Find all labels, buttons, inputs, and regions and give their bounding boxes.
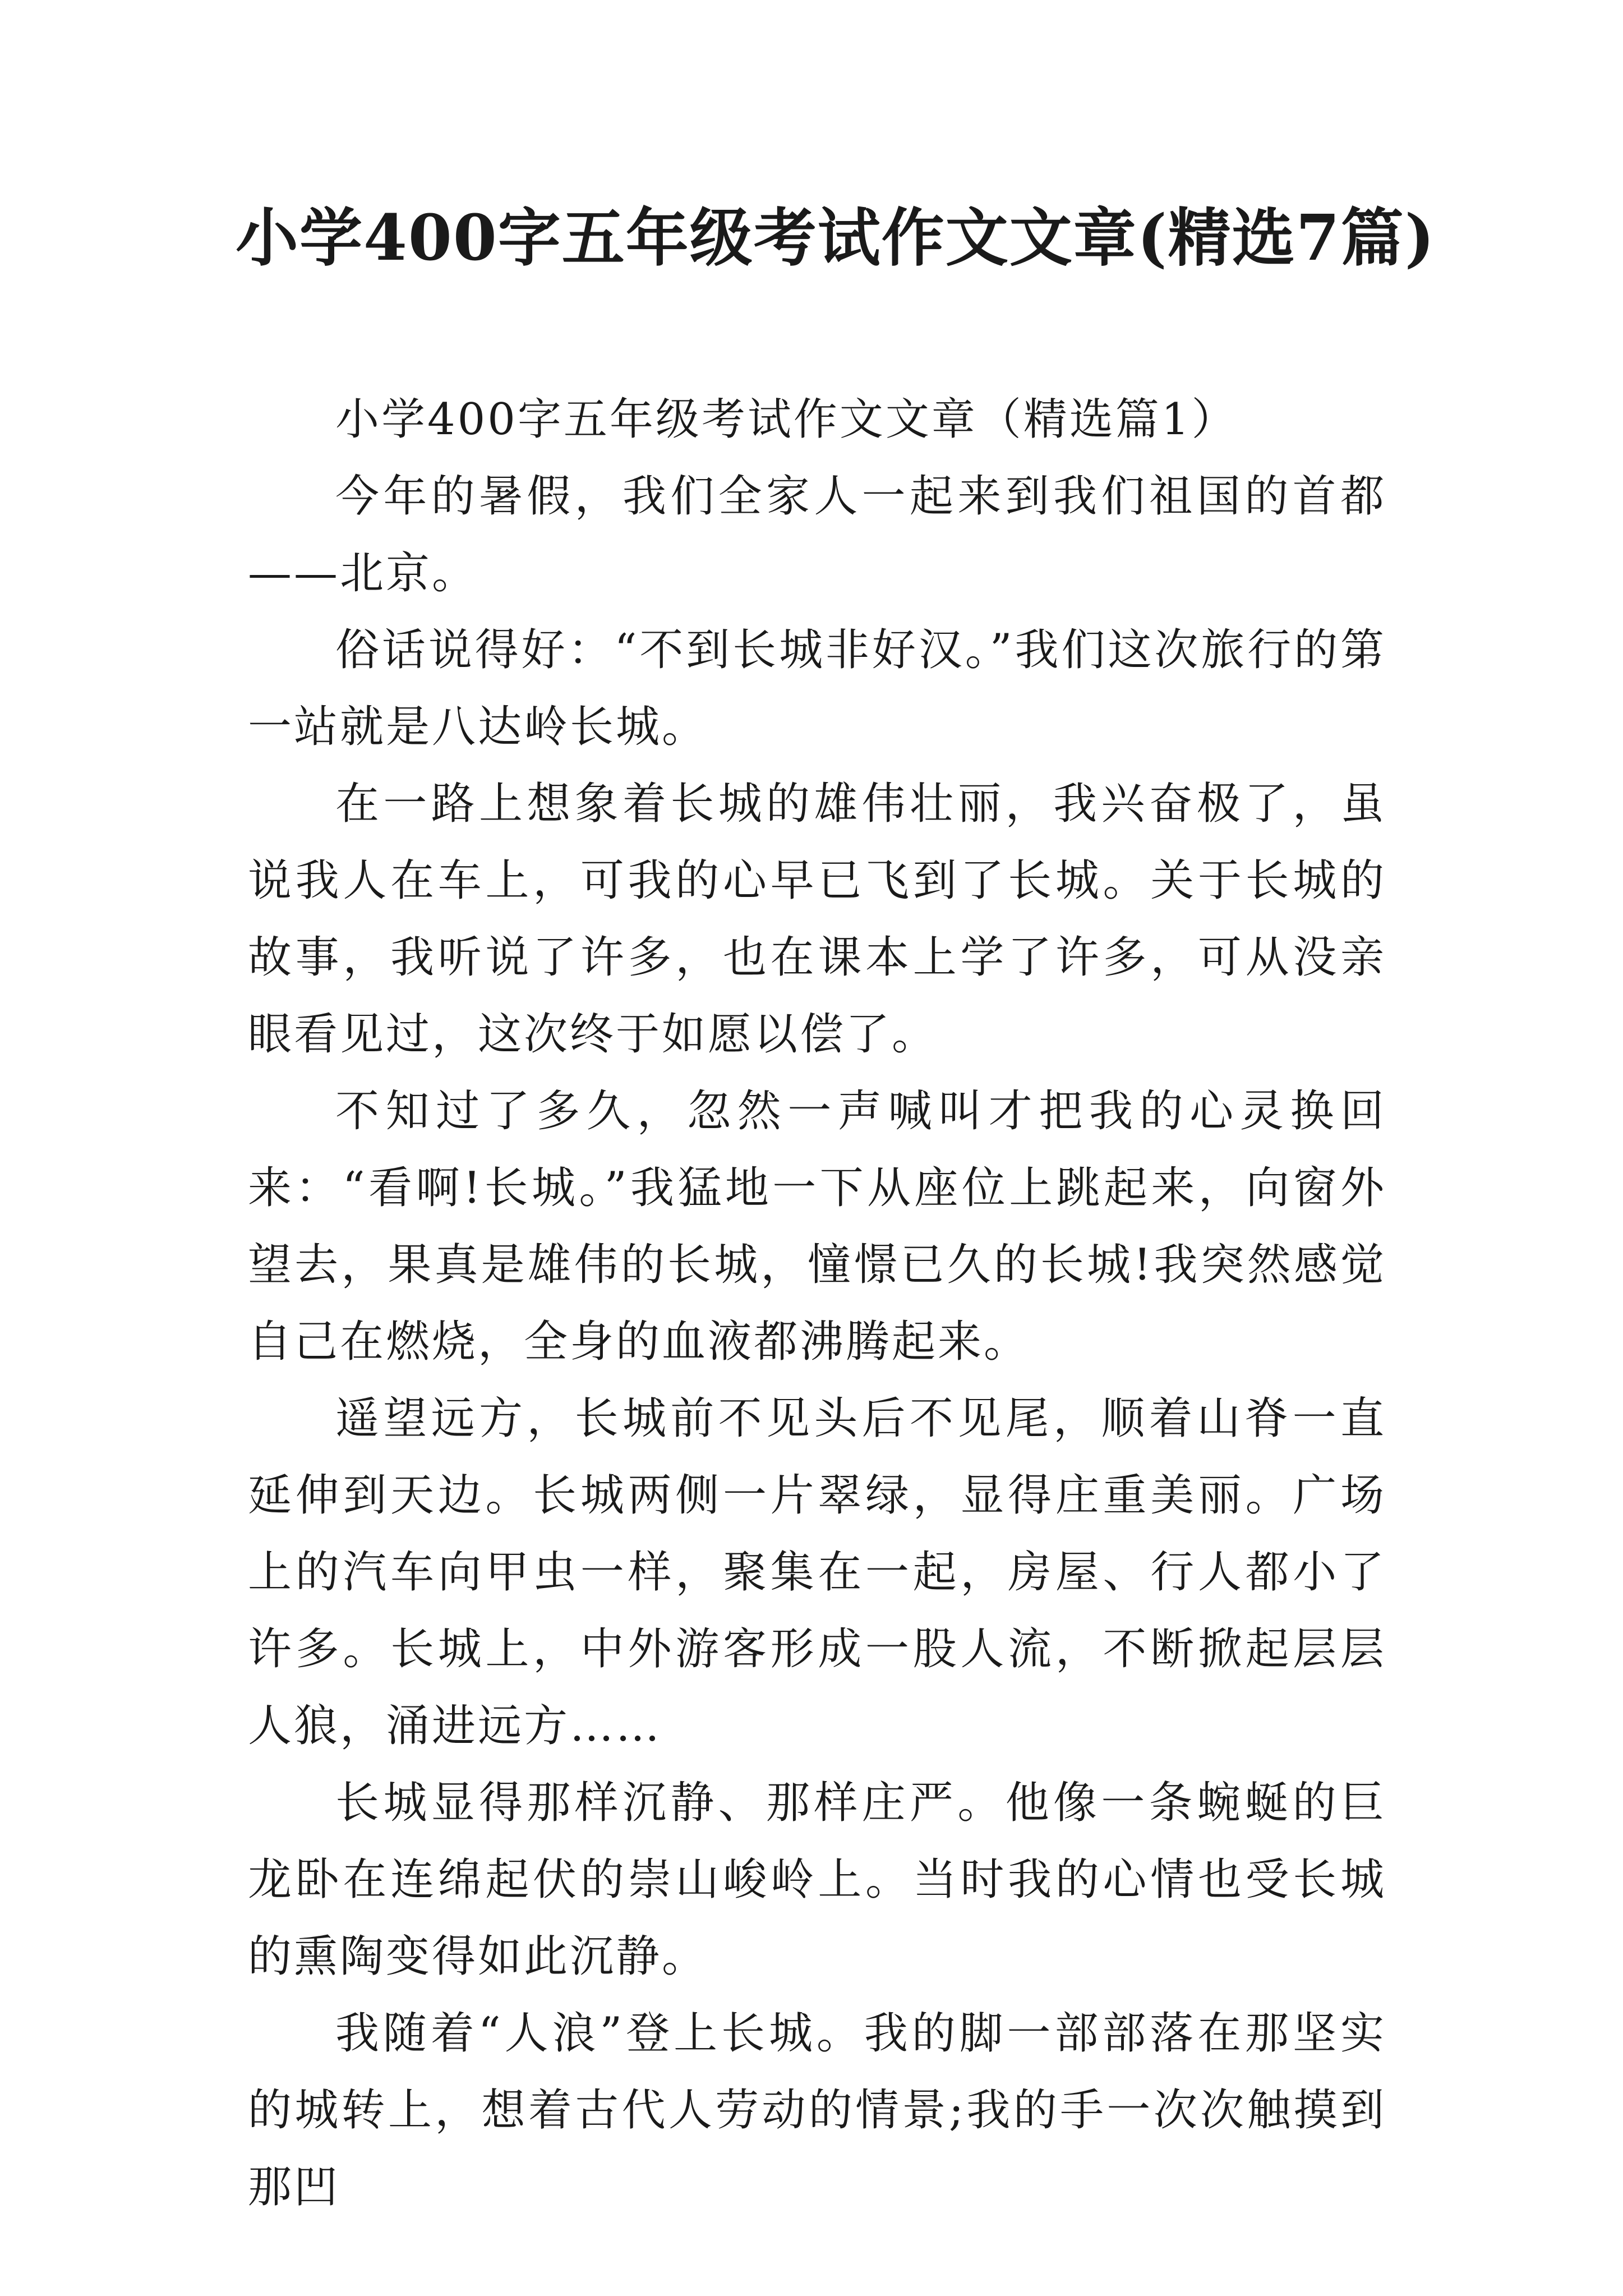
body-paragraph: 长城显得那样沉静、那样庄严。他像一条蜿蜒的巨龙卧在连绵起伏的崇山峻岭上。当时我的心情也受长城的熏陶变得如此沉静。 xyxy=(248,1778,1386,1982)
body-paragraph: 在一路上想象着长城的雄伟壮丽，我兴奋极了，虽说我人在车上，可我的心早已飞到了长城。关于长城的故事，我听说了许多，也在课本上学了许多，可从没亲眼看见过，这次终于如愿以偿了。 xyxy=(248,779,1386,1060)
body-paragraph: 我随着“人浪”登上长城。我的脚一部部落在那坚实的城转上，想着古代人劳动的情景;我的手一次次触摸到那凹 xyxy=(248,2008,1386,2212)
body-paragraph: 不知过了多久，忽然一声喊叫才把我的心灵换回来：“看啊!长城。”我猛地一下从座位上跳起来，向窗外望去，果真是雄伟的长城，憧憬已久的长城!我突然感觉自己在燃烧，全身的血液都沸腾起来。 xyxy=(248,1086,1386,1367)
body-paragraph: 俗话说得好：“不到长城非好汉。”我们这次旅行的第一站就是八达岭长城。 xyxy=(248,625,1386,752)
document-title: 小学400字五年级考试作文文章(精选7篇) xyxy=(236,201,1436,275)
section-heading: 小学400字五年级考试作文文章（精选篇1） xyxy=(335,394,1238,445)
body-paragraph: 遥望远方，长城前不见头后不见尾，顺着山脊一直延伸到天边。长城两侧一片翠绿，显得庄重美丽。广场上的汽车向甲虫一样，聚集在一起，房屋、行人都小了许多。长城上，中外游客形成一股人流，不断掀起层层人狼，涌进远方…… xyxy=(248,1393,1386,1751)
body-paragraph: 今年的暑假，我们全家人一起来到我们祖国的首都——北京。 xyxy=(248,471,1386,599)
document-body xyxy=(248,381,1386,2226)
